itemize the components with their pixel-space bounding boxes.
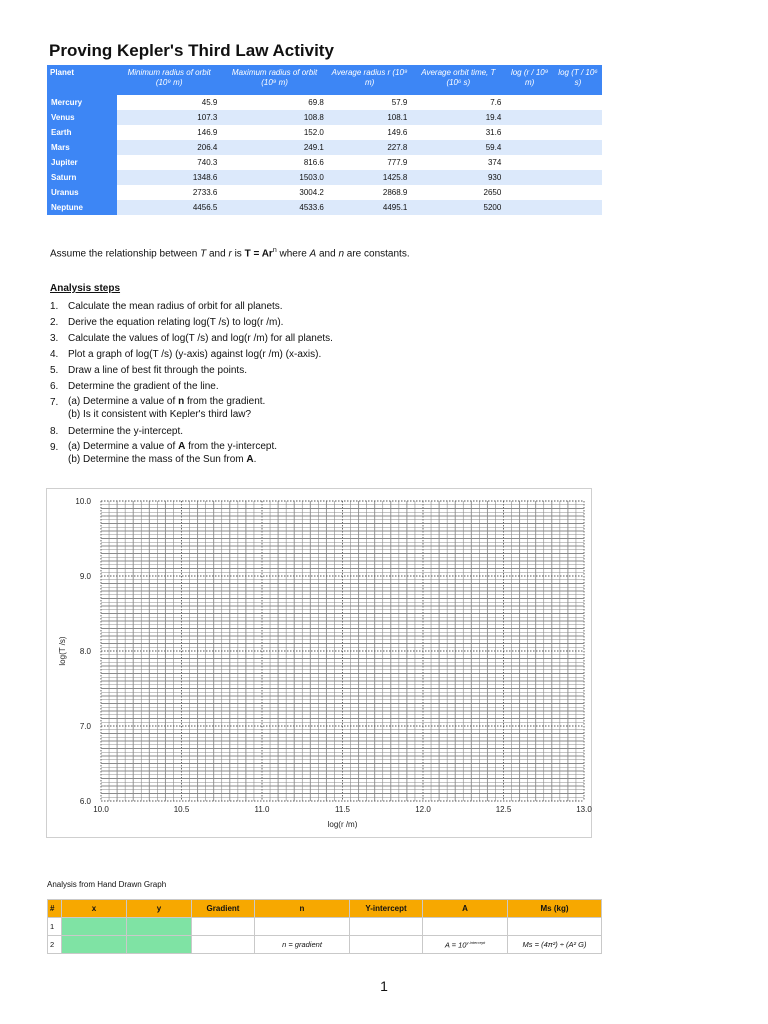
planet-name-cell: Jupiter [47, 155, 117, 170]
step-8: 8. Determine the y-intercept. [50, 426, 184, 437]
log-t-cell [554, 185, 602, 200]
step-1: 1. Calculate the mean radius of orbit for all planets. [50, 301, 283, 312]
log-t-cell [554, 125, 602, 140]
max-radius-cell: 69.8 [221, 95, 328, 110]
analysis-steps-list [50, 299, 333, 469]
log-r-cell [505, 185, 554, 200]
analysis-header-gradient: Gradient [192, 900, 255, 918]
analysis-header-n: n [255, 900, 350, 918]
y-tick-label: 8.0 [79, 647, 91, 656]
relationship-sentence: Assume the relationship between T and r is $T = Ar^n$ where A and n are constants. [50, 247, 410, 260]
y-tick-label: 7.0 [79, 722, 91, 731]
planet-name-cell: Mercury [47, 95, 117, 110]
y-input-cell[interactable] [127, 936, 192, 954]
min-radius-cell: 2733.6 [117, 185, 221, 200]
x-tick-label: 11.5 [335, 805, 350, 814]
log-t-cell [554, 140, 602, 155]
log-t-cell [554, 155, 602, 170]
avg-radius-cell: 227.8 [328, 140, 411, 155]
max-radius-cell: 1503.0 [221, 170, 328, 185]
y-input-cell[interactable] [127, 918, 192, 936]
planet-name-cell: Mars [47, 140, 117, 155]
x-input-cell[interactable] [62, 918, 127, 936]
header-max-radius: Maximum radius of orbit (10⁹ m) [221, 65, 328, 95]
planet-row [47, 155, 602, 170]
min-radius-cell: 1348.6 [117, 170, 221, 185]
step-9: 9. (a) Determine a value of A from the y-intercept. (b) Determine the mass of the Sun from A. [50, 441, 277, 465]
header-log-t: log (T / 10⁶ s) [554, 65, 602, 95]
step-7: 7. (a) Determine a value of n from the gradient. (b) Is it consistent with Kepler's third law? [50, 396, 266, 420]
avg-radius-cell: 149.6 [328, 125, 411, 140]
step-3: 3. Calculate the values of log(T /s) and log(r /m) for all planets. [50, 333, 333, 344]
ms-formula-cell: Ms = (4π²) ÷ (A² G) [508, 936, 602, 954]
log-t-cell [554, 170, 602, 185]
x-input-cell[interactable] [62, 936, 127, 954]
analysis-header-index: # [48, 900, 62, 918]
y-tick-label: 6.0 [79, 797, 91, 806]
log-r-cell [505, 125, 554, 140]
analysis-row-index: 1 [48, 918, 62, 936]
a-formula-cell: $A = 10^{y-intercept}$ [423, 936, 508, 954]
planet-table-header [47, 65, 602, 95]
x-tick-label: 12.5 [495, 805, 512, 814]
step-4: 4. Plot a graph of log(T /s) (y-axis) against log(r /m) (x-axis). [50, 349, 322, 360]
step-6: 6. Determine the gradient of the line. [50, 381, 219, 392]
orbit-time-cell: 7.6 [411, 95, 505, 110]
x-tick-label: 12.0 [415, 805, 431, 814]
avg-radius-cell: 1425.8 [328, 170, 411, 185]
planet-row [47, 200, 602, 215]
max-radius-cell: 3004.2 [221, 185, 328, 200]
n-formula-cell: n = gradient [255, 936, 350, 954]
min-radius-cell: 206.4 [117, 140, 221, 155]
analysis-row-1 [48, 918, 602, 936]
x-tick-label: 10.5 [173, 805, 190, 814]
min-radius-cell: 146.9 [117, 125, 221, 140]
n-cell[interactable] [255, 918, 350, 936]
planet-name-cell: Earth [47, 125, 117, 140]
gradient-cell[interactable] [192, 936, 255, 954]
log-r-cell [505, 200, 554, 215]
log-t-cell [554, 200, 602, 215]
orbit-time-cell: 930 [411, 170, 505, 185]
log-log-graph [47, 489, 593, 839]
header-planet: Planet [47, 65, 117, 95]
max-radius-cell: 108.8 [221, 110, 328, 125]
analysis-header-a: A [423, 900, 508, 918]
analysis-header-y: y [127, 900, 192, 918]
ms-cell[interactable] [508, 918, 602, 936]
intercept-cell[interactable] [350, 918, 423, 936]
planet-row [47, 110, 602, 125]
orbit-time-cell: 19.4 [411, 110, 505, 125]
max-radius-cell: 152.0 [221, 125, 328, 140]
a-cell[interactable] [423, 918, 508, 936]
step-2: 2. Derive the equation relating log(T /s) to log(r /m). [50, 317, 284, 328]
header-orbit-time: Average orbit time, T (10⁶ s) [411, 65, 505, 95]
planet-row [47, 140, 602, 155]
planet-row [47, 170, 602, 185]
graph-paper-frame [46, 488, 592, 838]
planet-name-cell: Neptune [47, 200, 117, 215]
x-tick-label: 10.0 [93, 805, 109, 814]
log-r-cell [505, 95, 554, 110]
analysis-steps-heading: Analysis steps [50, 283, 121, 294]
step-5: 5. Draw a line of best fit through the points. [50, 365, 247, 376]
log-r-cell [505, 170, 554, 185]
analysis-row-index: 2 [48, 936, 62, 954]
planet-data-table [47, 65, 602, 215]
header-log-r: log (r / 10⁹ m) [505, 65, 554, 95]
max-radius-cell: 816.6 [221, 155, 328, 170]
max-radius-cell: 249.1 [221, 140, 328, 155]
log-t-cell [554, 95, 602, 110]
orbit-time-cell: 5200 [411, 200, 505, 215]
intercept-cell[interactable] [350, 936, 423, 954]
avg-radius-cell: 2868.9 [328, 185, 411, 200]
orbit-time-cell: 31.6 [411, 125, 505, 140]
planet-name-cell: Saturn [47, 170, 117, 185]
avg-radius-cell: 108.1 [328, 110, 411, 125]
analysis-header-ms: Ms (kg) [508, 900, 602, 918]
min-radius-cell: 45.9 [117, 95, 221, 110]
orbit-time-cell: 2650 [411, 185, 505, 200]
y-axis-label: log(T /s) [58, 636, 67, 666]
analysis-label: Analysis from Hand Drawn Graph [47, 880, 167, 889]
log-r-cell [505, 155, 554, 170]
y-tick-label: 9.0 [79, 572, 91, 581]
orbit-time-cell: 59.4 [411, 140, 505, 155]
min-radius-cell: 4456.5 [117, 200, 221, 215]
page-title: Proving Kepler's Third Law Activity [49, 41, 334, 60]
min-radius-cell: 740.3 [117, 155, 221, 170]
page-number: 1 [380, 978, 388, 994]
orbit-time-cell: 374 [411, 155, 505, 170]
analysis-header-x: x [62, 900, 127, 918]
planet-row [47, 125, 602, 140]
x-tick-label: 13.0 [576, 805, 592, 814]
gradient-cell[interactable] [192, 918, 255, 936]
avg-radius-cell: 4495.1 [328, 200, 411, 215]
x-axis-label: log(r /m) [327, 820, 358, 829]
planet-row [47, 95, 602, 110]
analysis-table [47, 899, 602, 954]
max-radius-cell: 4533.6 [221, 200, 328, 215]
planet-name-cell: Venus [47, 110, 117, 125]
planet-row [47, 185, 602, 200]
analysis-header-intercept: Y-intercept [350, 900, 423, 918]
header-avg-radius: Average radius r (10⁹ m) [328, 65, 411, 95]
min-radius-cell: 107.3 [117, 110, 221, 125]
avg-radius-cell: 777.9 [328, 155, 411, 170]
avg-radius-cell: 57.9 [328, 95, 411, 110]
planet-name-cell: Uranus [47, 185, 117, 200]
log-t-cell [554, 110, 602, 125]
log-r-cell [505, 140, 554, 155]
analysis-header-row [48, 900, 602, 918]
x-tick-label: 11.0 [254, 805, 270, 814]
analysis-row-2 [48, 936, 602, 954]
log-r-cell [505, 110, 554, 125]
y-tick-label: 10.0 [75, 497, 91, 506]
header-min-radius: Minimum radius of orbit (10⁹ m) [117, 65, 221, 95]
